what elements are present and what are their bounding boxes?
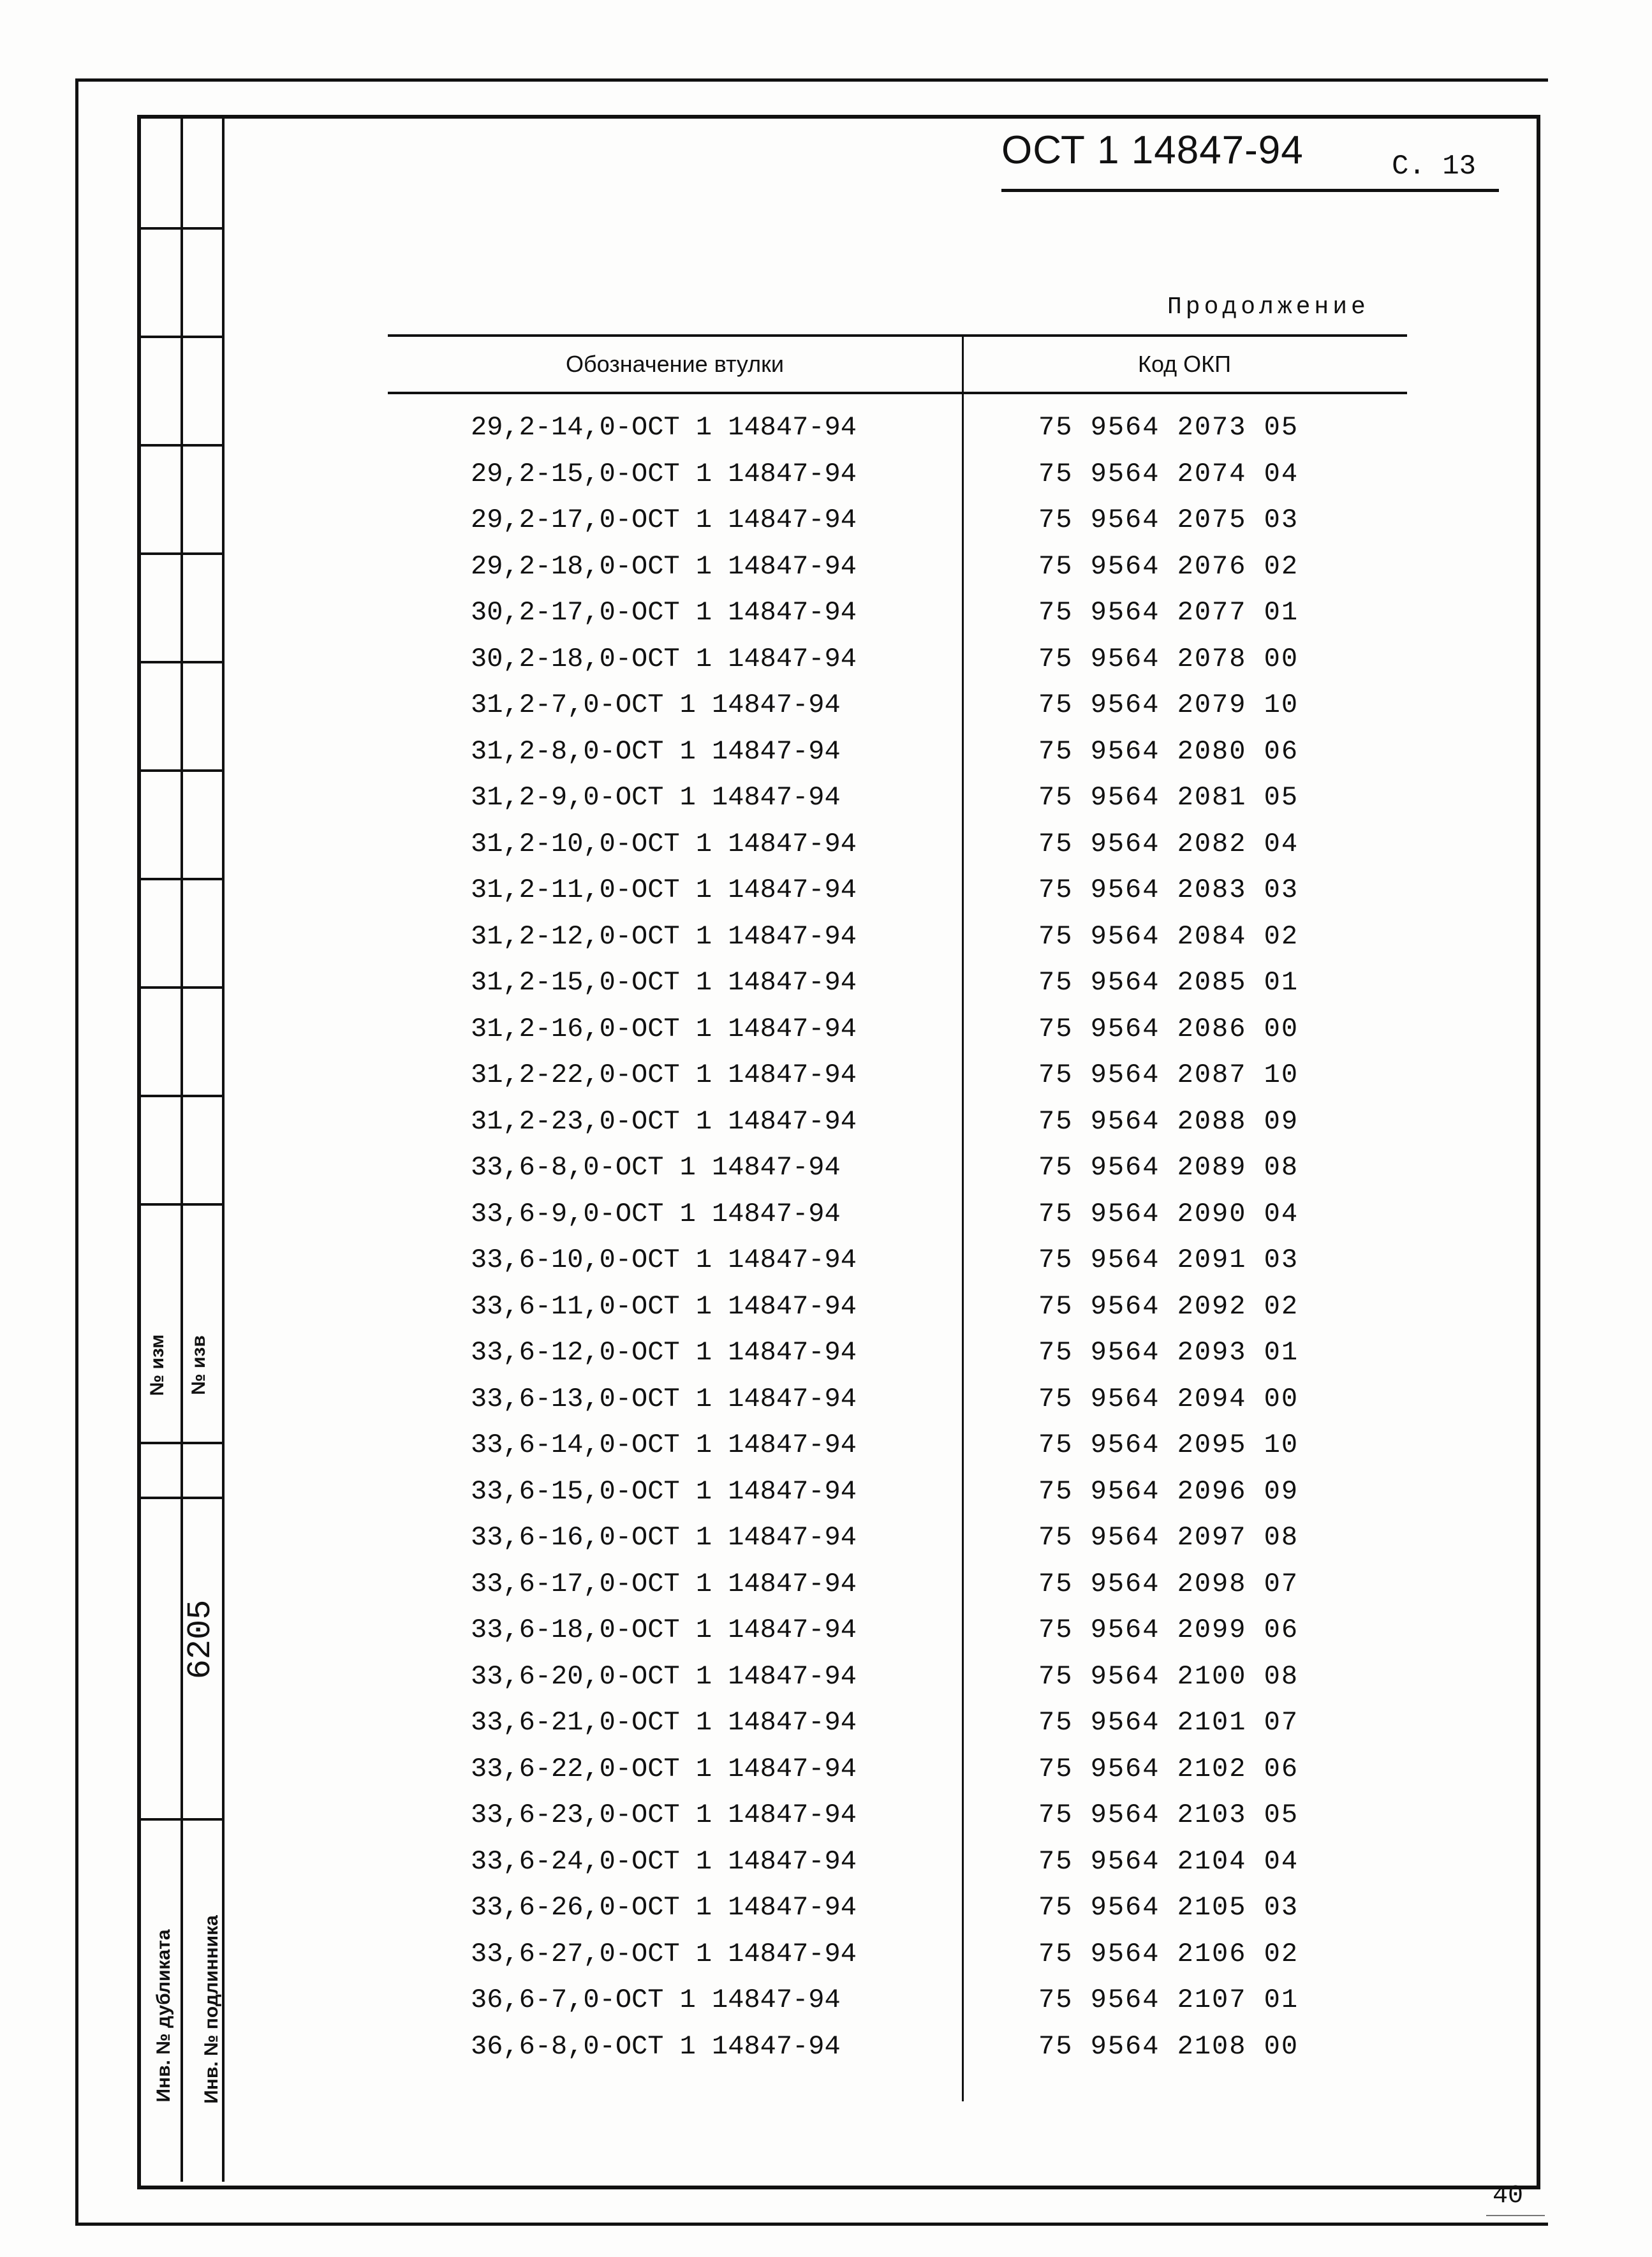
table-row xyxy=(388,1655,1407,1701)
inv-original-label: Инв. № подлинника xyxy=(201,1915,222,2104)
okp-code: 75 9564 2102 06 xyxy=(1038,1753,1299,1784)
table-row xyxy=(388,637,1407,684)
okp-code: 75 9564 2107 01 xyxy=(1038,1985,1299,2015)
side-cell-line xyxy=(137,227,222,230)
change-number-label: № изм xyxy=(147,1334,168,1396)
table-row xyxy=(388,683,1407,730)
notice-number-label: № изв xyxy=(188,1335,209,1395)
page-number: С. 13 xyxy=(1392,151,1477,182)
bushing-designation: 36,6-8,0-ОСТ 1 14847-94 xyxy=(471,2031,841,2062)
okp-code: 75 9564 2091 03 xyxy=(1038,1245,1299,1275)
side-cell-line xyxy=(137,1095,222,1097)
bushing-designation: 31,2-11,0-ОСТ 1 14847-94 xyxy=(471,875,857,905)
okp-code: 75 9564 2080 06 xyxy=(1038,736,1299,767)
okp-code: 75 9564 2101 07 xyxy=(1038,1707,1299,1738)
bushing-designation: 33,6-27,0-ОСТ 1 14847-94 xyxy=(471,1938,857,1969)
bushing-designation: 33,6-23,0-ОСТ 1 14847-94 xyxy=(471,1800,857,1830)
table-row xyxy=(388,1053,1407,1100)
okp-code: 75 9564 2099 06 xyxy=(1038,1615,1299,1645)
bushing-designation: 31,2-15,0-ОСТ 1 14847-94 xyxy=(471,967,857,998)
table-row xyxy=(388,1100,1407,1146)
okp-code: 75 9564 2105 03 xyxy=(1038,1892,1299,1923)
bushing-designation: 33,6-21,0-ОСТ 1 14847-94 xyxy=(471,1707,857,1738)
bushing-designation: 33,6-8,0-ОСТ 1 14847-94 xyxy=(471,1152,841,1183)
table-row xyxy=(388,961,1407,1007)
bushing-designation: 29,2-17,0-ОСТ 1 14847-94 xyxy=(471,505,857,535)
okp-code: 75 9564 2093 01 xyxy=(1038,1337,1299,1368)
table-row xyxy=(388,1840,1407,1886)
bushing-designation: 33,6-10,0-ОСТ 1 14847-94 xyxy=(471,1245,857,1275)
side-cell-line xyxy=(137,552,222,555)
bushing-designation: 33,6-20,0-ОСТ 1 14847-94 xyxy=(471,1661,857,1692)
okp-code: 75 9564 2073 05 xyxy=(1038,412,1299,443)
bushing-designation: 33,6-15,0-ОСТ 1 14847-94 xyxy=(471,1476,857,1507)
table-row xyxy=(388,1562,1407,1609)
table-row xyxy=(388,868,1407,915)
bushing-designation: 33,6-12,0-ОСТ 1 14847-94 xyxy=(471,1337,857,1368)
side-cell-line xyxy=(137,878,222,880)
table-row xyxy=(388,1793,1407,1840)
okp-code: 75 9564 2090 04 xyxy=(1038,1198,1299,1229)
bushing-designation: 33,6-18,0-ОСТ 1 14847-94 xyxy=(471,1615,857,1645)
okp-code: 75 9564 2095 10 xyxy=(1038,1430,1299,1460)
header-underline xyxy=(1001,189,1499,192)
table-row xyxy=(388,2025,1407,2071)
bushing-designation: 33,6-22,0-ОСТ 1 14847-94 xyxy=(471,1753,857,1784)
side-column-divider xyxy=(222,115,225,2182)
side-cell-line xyxy=(137,336,222,338)
okp-code: 75 9564 2081 05 xyxy=(1038,782,1299,813)
okp-code: 75 9564 2079 10 xyxy=(1038,690,1299,720)
bushing-designation: 33,6-17,0-ОСТ 1 14847-94 xyxy=(471,1568,857,1599)
table-row xyxy=(388,1007,1407,1054)
side-cell-line xyxy=(137,1442,222,1444)
okp-code: 75 9564 2074 04 xyxy=(1038,458,1299,489)
table-row xyxy=(388,1932,1407,1979)
okp-code: 75 9564 2104 04 xyxy=(1038,1846,1299,1877)
okp-code: 75 9564 2082 04 xyxy=(1038,828,1299,859)
table-row xyxy=(388,1978,1407,2025)
okp-code: 75 9564 2086 00 xyxy=(1038,1013,1299,1044)
table-row xyxy=(388,776,1407,822)
side-cell-line xyxy=(137,769,222,772)
side-column-divider xyxy=(181,115,183,2182)
bushing-designation: 31,2-23,0-ОСТ 1 14847-94 xyxy=(471,1106,857,1137)
bushing-designation: 30,2-17,0-ОСТ 1 14847-94 xyxy=(471,597,857,628)
bushing-designation: 29,2-18,0-ОСТ 1 14847-94 xyxy=(471,551,857,582)
table-row xyxy=(388,591,1407,637)
footer-rule xyxy=(1486,2215,1545,2216)
continuation-label: Продолжение xyxy=(1167,293,1369,321)
bushing-designation: 33,6-14,0-ОСТ 1 14847-94 xyxy=(471,1430,857,1460)
bushing-designation: 33,6-24,0-ОСТ 1 14847-94 xyxy=(471,1846,857,1877)
side-cell-line xyxy=(137,1497,222,1499)
table-top-rule xyxy=(388,334,1407,337)
inventory-number: 6205 xyxy=(182,1599,219,1680)
side-cell-line xyxy=(137,1203,222,1206)
designation-header: Обозначение втулки xyxy=(566,351,784,377)
okp-code: 75 9564 2083 03 xyxy=(1038,875,1299,905)
okp-code: 75 9564 2087 10 xyxy=(1038,1060,1299,1090)
bushing-designation: 31,2-16,0-ОСТ 1 14847-94 xyxy=(471,1013,857,1044)
bushing-designation: 29,2-15,0-ОСТ 1 14847-94 xyxy=(471,458,857,489)
okp-code: 75 9564 2075 03 xyxy=(1038,505,1299,535)
table-row xyxy=(388,545,1407,591)
table-row xyxy=(388,822,1407,869)
okp-code: 75 9564 2084 02 xyxy=(1038,921,1299,952)
okp-code: 75 9564 2096 09 xyxy=(1038,1476,1299,1507)
table-row xyxy=(388,1331,1407,1377)
okp-code: 75 9564 2092 02 xyxy=(1038,1291,1299,1322)
code-header: Код ОКП xyxy=(1137,351,1232,377)
bushing-designation: 31,2-10,0-ОСТ 1 14847-94 xyxy=(471,828,857,859)
bushing-designation: 30,2-18,0-ОСТ 1 14847-94 xyxy=(471,643,857,674)
sheet-number: 40 xyxy=(1493,2182,1524,2210)
okp-code: 75 9564 2089 08 xyxy=(1038,1152,1299,1183)
bushing-designation: 33,6-26,0-ОСТ 1 14847-94 xyxy=(471,1892,857,1923)
bushing-designation: 33,6-16,0-ОСТ 1 14847-94 xyxy=(471,1522,857,1553)
table-row xyxy=(388,730,1407,776)
standard-title: ОСТ 1 14847-94 xyxy=(1001,128,1304,172)
bushing-designation: 33,6-11,0-ОСТ 1 14847-94 xyxy=(471,1291,857,1322)
okp-code: 75 9564 2097 08 xyxy=(1038,1522,1299,1553)
table-row xyxy=(388,915,1407,961)
okp-code: 75 9564 2077 01 xyxy=(1038,597,1299,628)
table-row xyxy=(388,1516,1407,1562)
okp-code: 75 9564 2108 00 xyxy=(1038,2031,1299,2062)
okp-code: 75 9564 2094 00 xyxy=(1038,1383,1299,1414)
table-header-rule xyxy=(388,392,1407,394)
side-cell-line xyxy=(137,986,222,989)
table-row xyxy=(388,1238,1407,1285)
table-row xyxy=(388,1377,1407,1424)
table-row xyxy=(388,1747,1407,1794)
table-row xyxy=(388,1608,1407,1655)
okp-code: 75 9564 2100 08 xyxy=(1038,1661,1299,1692)
bushing-designation: 31,2-8,0-ОСТ 1 14847-94 xyxy=(471,736,841,767)
table-row xyxy=(388,1423,1407,1470)
table-row xyxy=(388,1701,1407,1747)
table-row xyxy=(388,452,1407,499)
table-row xyxy=(388,1285,1407,1331)
okp-code: 75 9564 2085 01 xyxy=(1038,967,1299,998)
okp-code: 75 9564 2088 09 xyxy=(1038,1106,1299,1137)
side-cell-line xyxy=(137,661,222,663)
okp-code: 75 9564 2098 07 xyxy=(1038,1568,1299,1599)
okp-code: 75 9564 2106 02 xyxy=(1038,1938,1299,1969)
table-body xyxy=(388,406,1407,2071)
bushing-designation: 31,2-7,0-ОСТ 1 14847-94 xyxy=(471,690,841,720)
table-row xyxy=(388,1470,1407,1516)
bushing-designation: 33,6-9,0-ОСТ 1 14847-94 xyxy=(471,1198,841,1229)
inv-duplicate-label: Инв. № дубликата xyxy=(153,1929,174,2103)
table-row xyxy=(388,1146,1407,1192)
okp-code: 75 9564 2078 00 xyxy=(1038,643,1299,674)
bushing-designation: 29,2-14,0-ОСТ 1 14847-94 xyxy=(471,412,857,443)
table-row xyxy=(388,1886,1407,1932)
okp-code: 75 9564 2103 05 xyxy=(1038,1800,1299,1830)
bushing-designation: 31,2-9,0-ОСТ 1 14847-94 xyxy=(471,782,841,813)
side-cell-line xyxy=(137,444,222,447)
table-row xyxy=(388,406,1407,452)
table-row xyxy=(388,1192,1407,1239)
bushing-designation: 31,2-22,0-ОСТ 1 14847-94 xyxy=(471,1060,857,1090)
side-cell-line xyxy=(137,1818,222,1821)
table-row xyxy=(388,498,1407,545)
bushing-designation: 31,2-12,0-ОСТ 1 14847-94 xyxy=(471,921,857,952)
okp-code: 75 9564 2076 02 xyxy=(1038,551,1299,582)
bushing-designation: 33,6-13,0-ОСТ 1 14847-94 xyxy=(471,1383,857,1414)
bushing-designation: 36,6-7,0-ОСТ 1 14847-94 xyxy=(471,1985,841,2015)
